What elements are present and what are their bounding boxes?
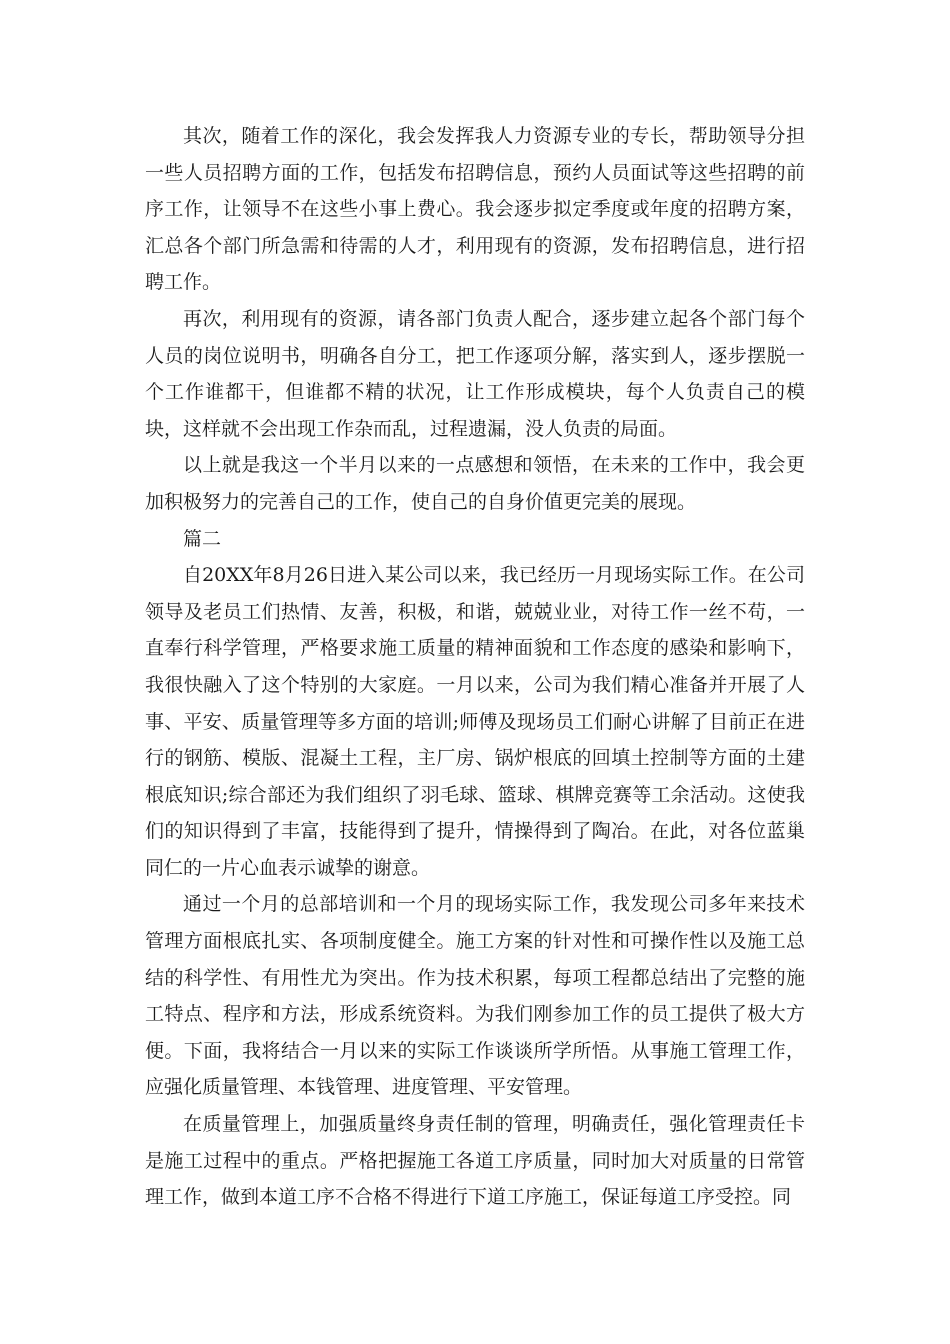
paragraph-conclusion: 以上就是我这一个半月以来的一点感想和领悟，在未来的工作中，我会更加积极努力的完善自己的工作，使自己的自身价值更完美的展现。 xyxy=(145,454,805,513)
section-heading-part-two: 篇二 xyxy=(183,527,222,550)
paragraph-recruitment: 其次，随着工作的深化，我会发挥我人力资源专业的专长，帮助领导分担一些人员招聘方面的工作，包括发布招聘信息，预约人员面试等这些招聘的前序工作，让领导不在这些小事上费心。我会逐步拟定季度或年度的招聘方案，汇总各个部门所急需和待需的人才，利用现有的资源，发布招聘信息，进行招聘工作。 xyxy=(145,125,805,294)
paragraph-job-descriptions: 再次，利用现有的资源，请各部门负责人配合，逐步建立起各个部门每个人员的岗位说明书，明确各自分工，把工作逐项分解，落实到人，逐步摆脱一个工作谁都干，但谁都不精的状况，让工作形成模块，每个人负责自己的模块，这样就不会出现工作杂而乱，过程遗漏，没人负责的局面。 xyxy=(145,307,805,440)
paragraph-quality-management: 在质量管理上，加强质量终身责任制的管理，明确责任，强化管理责任卡是施工过程中的重点。严格把握施工各道工序质量，同时加大对质量的日常管理工作，做到本道工序不合格不得进行下道工序施工，保证每道工序受控。同 xyxy=(145,1113,805,1209)
document-page xyxy=(145,118,805,1216)
paragraph-technical-management: 通过一个月的总部培训和一个月的现场实际工作，我发现公司多年来技术管理方面根底扎实、各项制度健全。施工方案的针对性和可操作性以及施工总结的科学性、有用性尤为突出。作为技术积累，每项工程都总结出了完整的施工特点、程序和方法，形成系统资料。为我们刚参加工作的员工提供了极大方便。下面，我将结合一月以来的实际工作谈谈所学所悟。从事施工管理工作，应强化质量管理、本钱管理、进度管理、平安管理。 xyxy=(145,893,805,1099)
paragraph-onboarding: 自20XX年8月26日进入某公司以来，我已经历一月现场实际工作。在公司领导及老员工们热情、友善，积极，和谐，兢兢业业，对待工作一丝不苟，一直奉行科学管理，严格要求施工质量的精神面貌和工作态度的感染和影响下，我很快融入了这个特别的大家庭。一月以来，公司为我们精心准备并开展了人事、平安、质量管理等多方面的培训;师傅及现场员工们耐心讲解了目前正在进行的钢筋、模版、混凝土工程，主厂房、锅炉根底的回填土控制等方面的土建根底知识;综合部还为我们组织了羽毛球、篮球、棋牌竞赛等工余活动。这使我们的知识得到了丰富，技能得到了提升，情操得到了陶冶。在此，对各位蓝巢同仁的一片心血表示诚挚的谢意。 xyxy=(145,564,805,879)
